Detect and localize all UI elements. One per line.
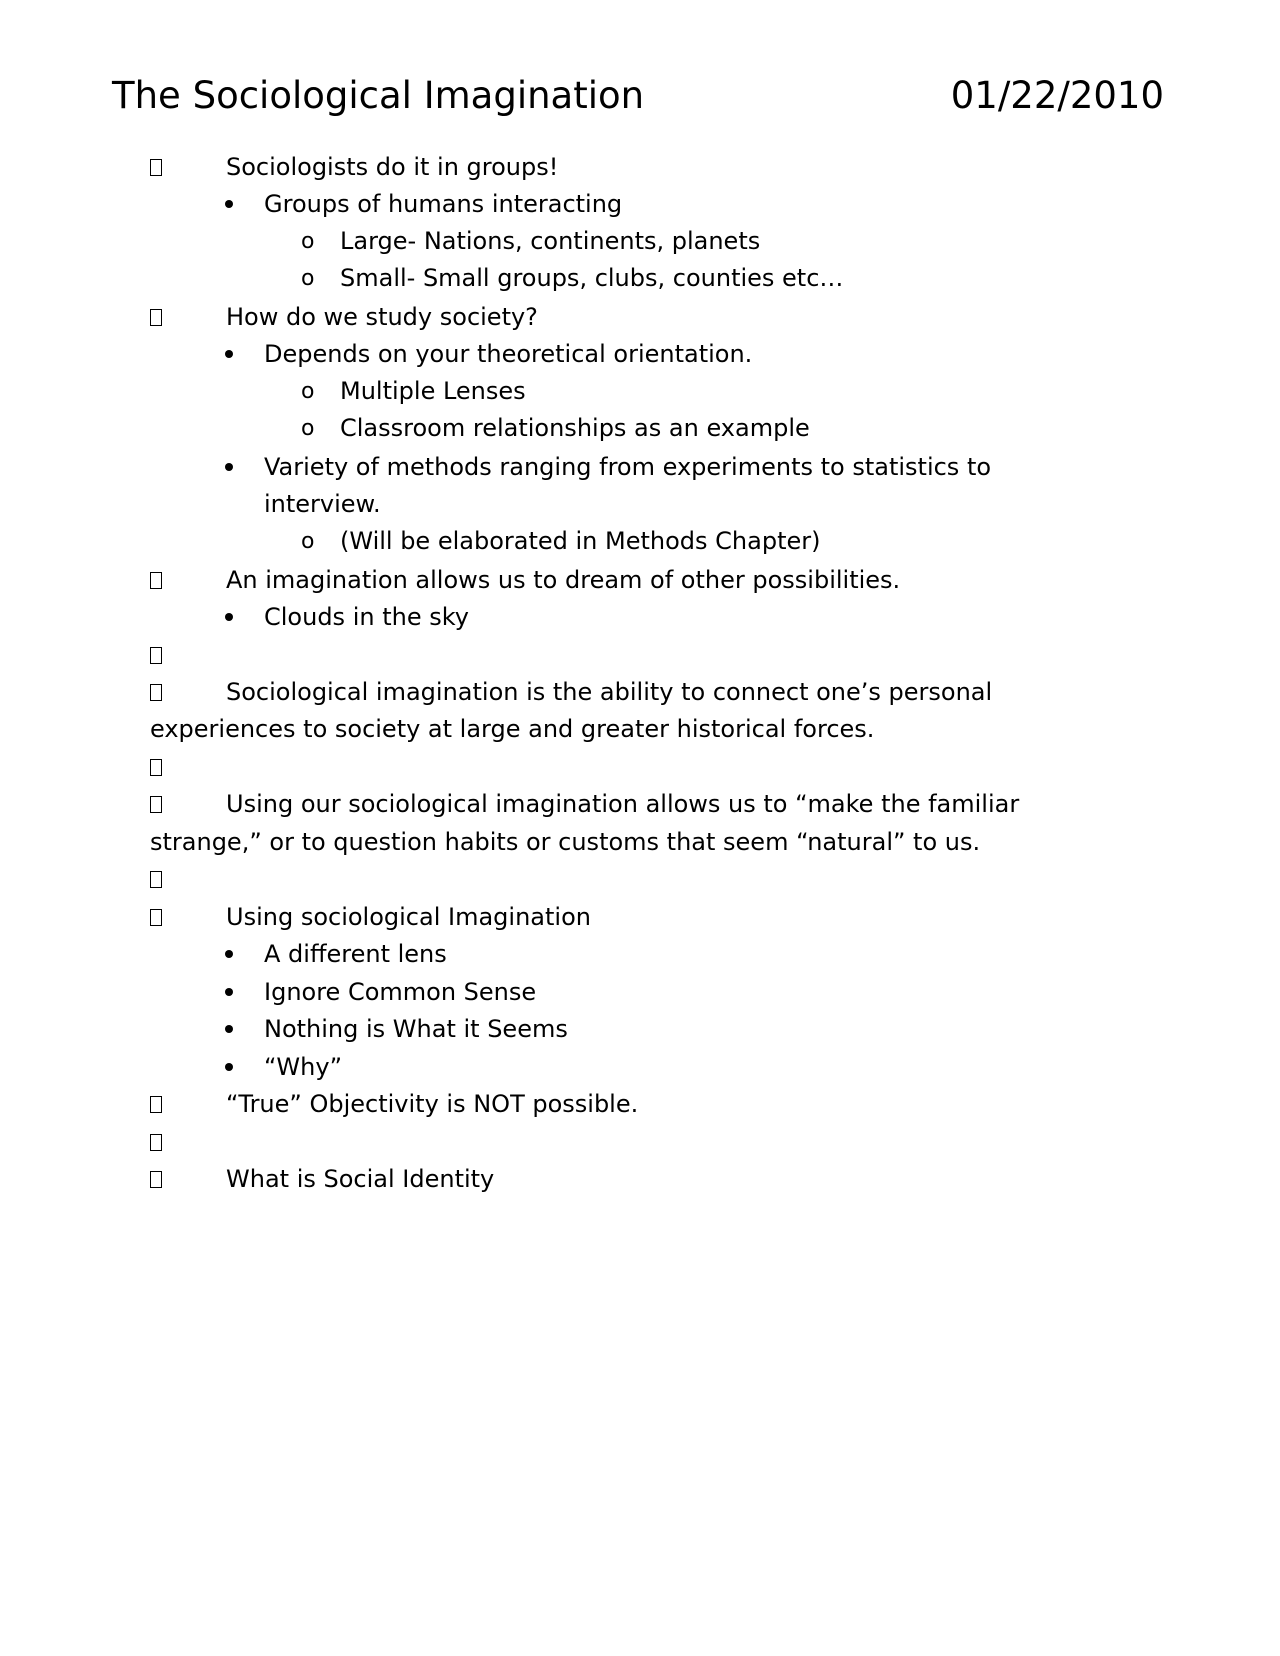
list-item: “True” Objectivity is NOT possible. <box>226 1090 639 1118</box>
list-item: Clouds in the sky <box>264 603 469 631</box>
list-item: Classroom relationships as an example <box>340 414 810 442</box>
missing-glyph-box-icon <box>150 1096 162 1113</box>
page-date: 01/22/2010 <box>950 74 1164 117</box>
missing-glyph-box-icon <box>150 572 162 589</box>
list-item: Groups of humans interacting <box>264 190 623 218</box>
list-item: Using sociological Imagination <box>226 903 591 931</box>
list-item: Ignore Common Sense <box>264 978 537 1006</box>
bullet-dot-icon <box>225 200 233 208</box>
paragraph-line: Sociological imagination is the ability to connect one’s personal <box>226 678 993 706</box>
list-item: Large- Nations, continents, planets <box>340 227 761 255</box>
missing-glyph-box-icon <box>150 1134 162 1151</box>
missing-glyph-box-icon <box>150 871 162 888</box>
list-item: (Will be elaborated in Methods Chapter) <box>340 527 821 555</box>
bullet-dot-icon <box>225 1025 233 1033</box>
list-item: An imagination allows us to dream of other possibilities. <box>226 566 901 594</box>
bullet-dot-icon <box>225 463 233 471</box>
missing-glyph-box-icon <box>150 759 162 776</box>
missing-glyph-box-icon <box>150 309 162 326</box>
bullet-o-icon: o <box>301 266 315 291</box>
missing-glyph-box-icon <box>150 647 162 664</box>
bullet-dot-icon <box>225 1063 233 1071</box>
missing-glyph-box-icon <box>150 909 162 926</box>
bullet-o-icon: o <box>301 529 315 554</box>
bullet-dot-icon <box>225 950 233 958</box>
bullet-o-icon: o <box>301 229 315 254</box>
list-item: Sociologists do it in groups! <box>226 153 559 181</box>
list-item: Multiple Lenses <box>340 377 526 405</box>
list-item: How do we study society? <box>226 303 538 331</box>
list-item: Variety of methods ranging from experiments to statistics to <box>264 453 992 481</box>
bullet-dot-icon <box>225 988 233 996</box>
missing-glyph-box-icon <box>150 684 162 701</box>
list-item-continuation: interview. <box>264 490 381 518</box>
bullet-o-icon: o <box>301 379 315 404</box>
list-item: Nothing is What it Seems <box>264 1015 568 1043</box>
bullet-o-icon: o <box>301 416 315 441</box>
paragraph-line: experiences to society at large and greater historical forces. <box>150 715 875 743</box>
missing-glyph-box-icon <box>150 1171 162 1188</box>
page-title: The Sociological Imagination <box>112 74 645 117</box>
missing-glyph-box-icon <box>150 159 162 176</box>
list-item: What is Social Identity <box>226 1165 495 1193</box>
list-item: “Why” <box>264 1053 343 1081</box>
bullet-dot-icon <box>225 613 233 621</box>
list-item: A different lens <box>264 940 447 968</box>
bullet-dot-icon <box>225 350 233 358</box>
paragraph-line: Using our sociological imagination allows us to “make the familiar <box>226 790 1020 818</box>
list-item: Small- Small groups, clubs, counties etc… <box>340 264 844 292</box>
missing-glyph-box-icon <box>150 796 162 813</box>
paragraph-line: strange,” or to question habits or customs that seem “natural” to us. <box>150 828 981 856</box>
list-item: Depends on your theoretical orientation. <box>264 340 753 368</box>
